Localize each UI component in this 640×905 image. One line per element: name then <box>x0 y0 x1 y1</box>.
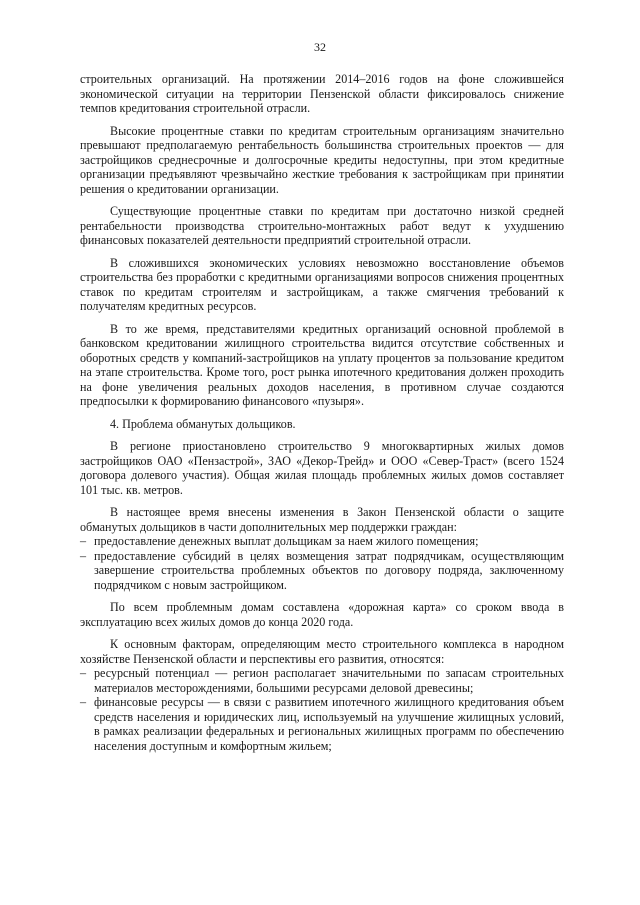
paragraph-law-amendments: В настоящее время внесены изменения в Закон Пензенской области о защите обманутых дольщиков в части дополнительных мер поддержки граждан: <box>80 505 564 534</box>
paragraph-economic-conditions: В сложившихся экономических условиях невозможно восстановление объемов строительства без проработки с кредитными организациями вопросов снижения процентных ставок по кредитам строителям и застройщикам, а также смягчения требований к получателям кредитных ресурсов. <box>80 255 564 313</box>
page-number: 32 <box>314 40 326 54</box>
bullet-list-support-measures <box>80 534 564 592</box>
list-item <box>80 534 564 549</box>
list-item-text: предоставление денежных выплат дольщикам за наем жилого помещения; <box>94 534 479 548</box>
dash-marker: – <box>80 548 87 563</box>
dash-marker: – <box>80 534 87 548</box>
section-heading-deceived-shareholders: 4. Проблема обманутых дольщиков. <box>110 416 296 431</box>
list-item <box>80 666 564 695</box>
paragraph-interest-rates: Высокие процентные ставки по кредитам строительным организациям значительно превышают предполагаемую рентабельность большинства строительных проектов — для застройщиков среднесрочные и долгосрочные кредиты недоступны, при этом кредитные организации предъявляют чрезвычайно жесткие требования к застройщикам при принятии решения о кредитовании организации. <box>80 123 564 196</box>
list-item-text: ресурсный потенциал — регион располагает значительными по запасам строительных материалов месторождениями, большими ресурсами деловой древесины; <box>94 666 564 695</box>
document-body <box>80 72 564 761</box>
paragraph-suspended-construction: В регионе приостановлено строительство 9 многоквартирных жилых домов застройщиков ОАО «Пензастрой», ЗАО «Декор-Трейд» и ООО «Север-Траст» (всего 1524 договора долевого участия). Общая жилая площадь проблемных жилых домов составляет 101 тыс. кв. метров. <box>80 439 564 497</box>
dash-marker: – <box>80 666 87 680</box>
list-item <box>80 695 564 753</box>
bullet-list-factors <box>80 666 564 753</box>
paragraph-credit-organizations: В то же время, представителями кредитных организаций основной проблемой в банковском кредитовании жилищного строительства видится отсутствие собственных и оборотных средств у компаний-застройщиков на уплату процентов за пользование кредитом на этапе строительства. Кроме того, рост рынка ипотечного кредитования должен проходить на фоне увеличения реальных доходов населения, в противном случае создаются предпосылки к формированию финансового «пузыря». <box>80 321 564 408</box>
paragraph-profitability: Существующие процентные ставки по кредитам при достаточно низкой средней рентабельности производства строительно-монтажных работ ведут к ухудшению финансовых показателей деятельности предприятий строительной отрасли. <box>80 204 564 247</box>
paragraph-main-factors: К основным факторам, определяющим место строительного комплекса в народном хозяйстве Пензенской области и перспективы его развития, относятся: <box>80 637 564 666</box>
paragraph-roadmap: По всем проблемным домам составлена «дорожная карта» со сроком ввода в эксплуатацию всех жилых домов до конца 2020 года. <box>80 600 564 629</box>
list-item-text: предоставление субсидий в целях возмещения затрат подрядчикам, осуществляющим завершение строительства проблемных объектов по договору подряда, заключенному подрядчиком с новым застройщиком. <box>94 548 564 592</box>
paragraph-continuation: строительных организаций. На протяжении 2014–2016 годов на фоне сложившейся экономической ситуации на территории Пензенской области фиксировалось снижение темпов кредитования строительной отрасли. <box>80 72 564 115</box>
dash-marker: – <box>80 695 87 709</box>
list-item <box>80 549 564 593</box>
list-item-text: финансовые ресурсы — в связи с развитием ипотечного жилищного кредитования объем средств населения и юридических лиц, используемый на улучшение жилищных условий, в рамках реализации федеральных и региональных жилищных программ по обеспечению населения доступным и комфортным жильем; <box>94 695 564 753</box>
